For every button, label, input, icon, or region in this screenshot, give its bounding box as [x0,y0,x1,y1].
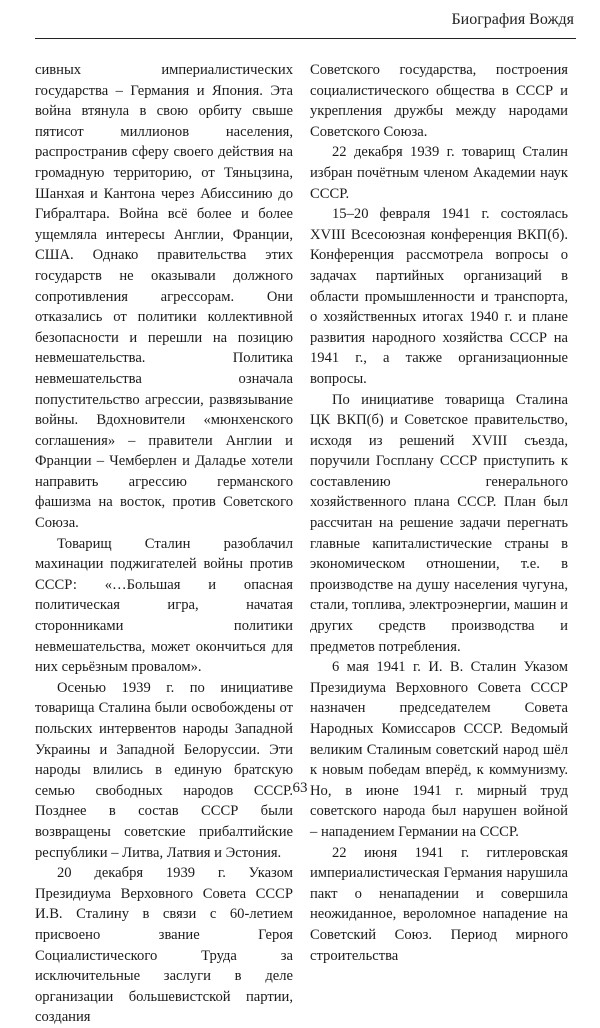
paragraph: Товарищ Сталин разоблачил махинации поджигателей войны против СССР: «…Большая и опасная политическая игра, начатая сторонниками политики невмешательства, может окончиться для них серьёзным провалом». [35,535,293,676]
paragraph: сивных империалистических государства – Германия и Япония. Эта война втянула в свою орбиту свыше пятисот миллионов населения, распространив сферу своего действия на громадную территорию, от Тяньцзина, Шанхая и Кантона через Абиссинию до Гибралтара. Война всё более и более ущемляла интересы Англии, Франции, США. Однако правительства этих государств не оказывали должного сопротивления агрессорам. Они отказались от политики коллективной безопасности и перешли на позицию невмешательства. Политика невмешательства означала попустительство агрессии, развязывание войны. Вдохновители «мюнхенского соглашения» – правители Англии и Франции – Чемберлен и Даладье хотели направить агрессию германского фашизма на восток, против Советского Союза. [35,62,293,532]
page-number: 63 [292,780,308,796]
running-header-title: Биография Вождя [451,11,574,28]
paragraph: 22 июня 1941 г. гитлеровская империалистическая Германия нарушила пакт о ненападении и совершила неожиданное, вероломное нападение на Советский Союз. Период мирного строительства [310,844,568,964]
paragraph: По инициативе товарища Сталина ЦК ВКП(б) и Советское правительство, исходя из решений XVIII съезда, поручили Госплану СССР приступить к составлению генерального хозяйственного плана СССР. План был рассчитан на решение задачи перегнать главные капиталистические страны в экономическом отношении, т.е. в производстве на душу населения чугуна, стали, топлива, электроэнергии, машин и других средств производства и предметов потребления. [310,391,568,655]
paragraph: 6 мая 1941 г. И. В. Сталин Указом Президиума Верховного Совета СССР назначен председателем Совета Народных Комиссаров СССР. Ведомый великим Сталиным советский народ шёл к новым победам вперёд, к коммунизму. Но, в июне 1941 г. мирный труд советского народа был нарушен войной – нападением Германии на СССР. [310,659,568,840]
header-rule [35,38,576,39]
paragraph: 15–20 февраля 1941 г. состоялась XVIII Всесоюзная конференция ВКП(б). Конференция рассмотрела вопросы о задачах партийных организаций в области промышленности и транспорта, о хозяйственных итогах 1940 г. и плане развития народного хозяйства СССР на 1941 г., а также организационные вопросы. [310,206,568,387]
paragraph: 20 декабря 1939 г. Указом Президиума Верховного Совета СССР И.В. Сталину в связи с 60-летием присвоено звание Героя Социалистического Труда за исключительные заслуги в деле организации большевистской партии, создания [35,865,293,1026]
paragraph: 22 декабря 1939 г. товарищ Сталин избран почётным членом Академии наук СССР. [310,144,568,202]
paragraph: Осенью 1939 г. по инициативе товарища Сталина были освобождены от польских интервентов народы Западной Украины и Западной Белоруссии. Эти народы влились в единую братскую семью свободных народов СССР. Позднее в состав СССР были возвращены советские прибалтийские республики – Литва, Латвия и Эстония. [35,679,293,861]
paragraph: Советского государства, построения социалистического общества в СССР и укрепления дружбы между народами Советского Союза. [310,62,568,140]
right-column [310,60,568,966]
left-column [35,60,293,1028]
